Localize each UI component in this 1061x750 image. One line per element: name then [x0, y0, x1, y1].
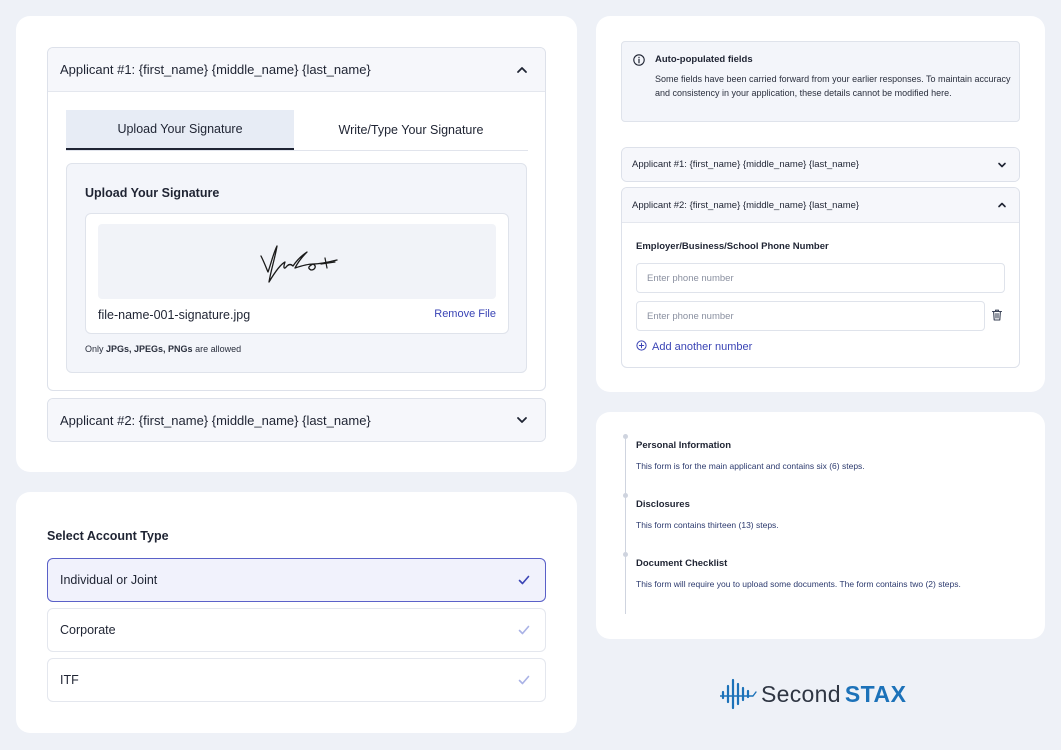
signature-card [16, 16, 577, 472]
logo-text-second: Second [761, 680, 841, 707]
step-title-disclosures: Disclosures [636, 499, 690, 510]
allowed-types: JPGs, JPEGs, PNGs [106, 344, 193, 354]
secondstax-logo-icon [719, 676, 757, 712]
auto-applicant-1-header[interactable] [622, 148, 1019, 181]
option-itf[interactable]: ITF [47, 658, 546, 702]
plus-circle-icon [636, 340, 647, 354]
timeline-dot [623, 552, 628, 557]
check-icon [517, 623, 531, 637]
remove-file-button[interactable]: Remove File [434, 308, 496, 320]
signature-image [251, 238, 343, 286]
auto-populated-notice [621, 41, 1020, 122]
chevron-up-icon[interactable] [995, 198, 1009, 212]
uploaded-file-box [85, 213, 509, 334]
step-desc-document-checklist: This form will require you to upload some documents. The form contains two (2) steps. [636, 579, 961, 589]
step-title-personal-information: Personal Information [636, 440, 732, 451]
info-icon [633, 53, 645, 65]
option-corporate[interactable]: Corporate [47, 608, 546, 652]
tab-upload-signature[interactable]: Upload Your Signature [66, 110, 294, 150]
auto-applicant-2-header[interactable] [622, 188, 1019, 223]
chevron-up-icon[interactable] [515, 63, 529, 77]
upload-title: Upload Your Signature [85, 186, 220, 200]
signature-preview [98, 224, 496, 299]
timeline-dot [623, 434, 628, 439]
notice-text: Some fields have been carried forward from your earlier responses. To maintain accuracy and consistency in your application, these details cannot be modified here. [655, 74, 1011, 98]
auto-applicant-2-title: Applicant #2: {first_name} {middle_name} {last_name} [632, 199, 860, 211]
form-steps-card [596, 412, 1045, 639]
trash-icon[interactable] [990, 308, 1004, 322]
account-type-card [16, 492, 577, 733]
applicant-1-accordion-header[interactable] [48, 48, 545, 92]
tab-write-signature[interactable]: Write/Type Your Signature [338, 123, 484, 137]
chevron-down-icon[interactable] [995, 158, 1009, 172]
upload-panel [66, 163, 527, 373]
applicant-1-accordion [47, 47, 546, 391]
file-name: file-name-001-signature.jpg [98, 308, 251, 322]
logo-text-stax: STAX [844, 680, 907, 707]
chevron-down-icon[interactable] [515, 413, 529, 427]
signature-tabs [66, 110, 528, 151]
steps-timeline [625, 436, 626, 614]
phone-label: Employer/Business/School Phone Number [636, 241, 829, 252]
step-desc-personal-information: This form is for the main applicant and contains six (6) steps. [636, 461, 865, 471]
applicant-1-title: Applicant #1: {first_name} {middle_name} {last_name} [60, 62, 371, 77]
step-desc-disclosures: This form contains thirteen (13) steps. [636, 520, 779, 530]
add-another-number-button[interactable]: Add another number [636, 340, 752, 354]
auto-applicant-1-title: Applicant #1: {first_name} {middle_name} {last_name} [632, 159, 860, 170]
applicant-2-accordion-header[interactable] [48, 399, 545, 441]
option-individual-or-joint[interactable]: Individual or Joint [47, 558, 546, 602]
auto-applicant-1-accordion [621, 147, 1020, 182]
phone-input-2[interactable]: Enter phone number [636, 301, 985, 331]
account-type-title: Select Account Type [47, 529, 169, 543]
notice-title: Auto-populated fields [655, 54, 753, 65]
applicant-2-accordion [47, 398, 546, 442]
allowed-types-note: Only JPGs, JPEGs, PNGs are allowed [85, 344, 242, 354]
secondstax-logo [719, 676, 906, 712]
applicant-2-title: Applicant #2: {first_name} {middle_name} {last_name} [60, 412, 371, 428]
timeline-dot [623, 493, 628, 498]
auto-populated-card [596, 16, 1045, 392]
check-icon [517, 573, 531, 587]
phone-input-1[interactable]: Enter phone number [636, 263, 1005, 293]
step-title-document-checklist: Document Checklist [636, 558, 728, 569]
auto-applicant-2-accordion [621, 187, 1020, 368]
check-icon [517, 673, 531, 687]
